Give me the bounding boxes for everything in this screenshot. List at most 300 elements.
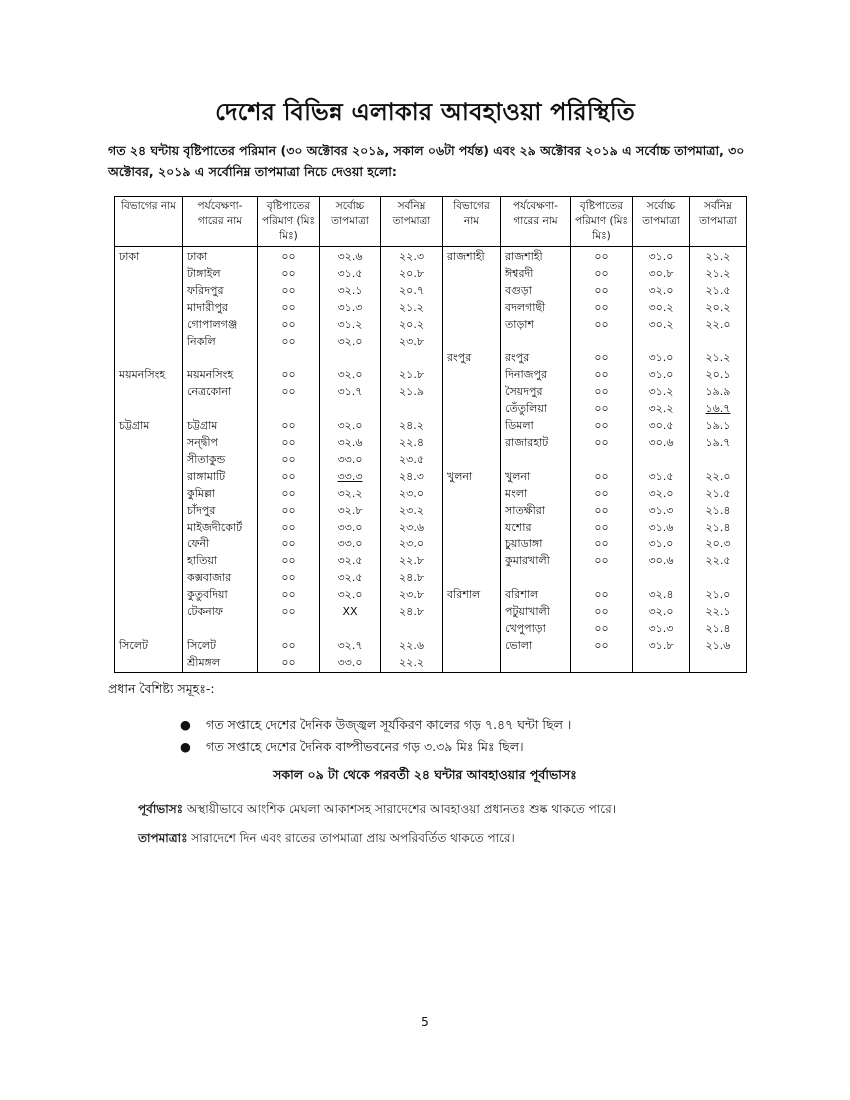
rainfall-cell: ০০ (571, 469, 633, 486)
min-temp-cell: ২০.২ (690, 300, 747, 317)
rainfall-cell (571, 452, 633, 469)
rainfall-cell: ০০ (258, 520, 320, 537)
station-cell: কক্সবাজার (183, 570, 258, 587)
division-cell (115, 283, 183, 300)
max-temp-cell: ৩২.৮ (320, 503, 381, 520)
rainfall-cell (258, 621, 320, 638)
min-temp-cell: ২১.২ (690, 247, 747, 266)
temperature-text: সারাদেশে দিন এবং রাতের তাপমাত্রা প্রায় অপরিবর্তিত থাকতে পারে। (191, 831, 515, 845)
max-temp-cell: ৩০.৬ (633, 553, 690, 570)
division-cell (443, 655, 501, 672)
max-temp-cell: ৩২.৬ (320, 435, 381, 452)
division-cell: রাজশাহী (443, 247, 501, 266)
division-cell: খুলনা (443, 469, 501, 486)
max-temp-cell: ৩১.২ (320, 317, 381, 334)
station-cell (183, 401, 258, 418)
rainfall-cell: ০০ (258, 435, 320, 452)
rainfall-cell: ০০ (571, 587, 633, 604)
min-temp-cell: ১৯.১ (690, 418, 747, 435)
station-cell: সন্দ্বীপ (183, 435, 258, 452)
station-cell: নিকলি (183, 334, 258, 351)
min-temp-cell: ২১.০ (690, 587, 747, 604)
table-row (115, 247, 747, 266)
min-temp-cell: ২১.২ (690, 266, 747, 283)
max-temp-cell (320, 621, 381, 638)
division-cell (443, 300, 501, 317)
list-item (180, 714, 571, 736)
min-temp-cell: ২০.২ (381, 317, 443, 334)
min-temp-cell: ২৪.৮ (381, 570, 443, 587)
rainfall-cell: ০০ (571, 520, 633, 537)
division-cell (115, 469, 183, 486)
rainfall-cell (571, 655, 633, 672)
max-temp-cell (633, 655, 690, 672)
station-cell: পটুয়াখালী (501, 604, 571, 621)
division-cell (115, 587, 183, 604)
rainfall-cell: ০০ (571, 503, 633, 520)
min-temp-cell: ২৪.৩ (381, 469, 443, 486)
max-temp-cell: ৩১.০ (633, 367, 690, 384)
station-cell: তাড়াশ (501, 317, 571, 334)
header-min-temp: সর্বনিম্ন তাপমাত্রা (690, 197, 747, 247)
min-temp-cell: ১৯.৯ (690, 384, 747, 401)
station-cell (183, 350, 258, 367)
min-temp-cell (690, 452, 747, 469)
max-temp-cell: ৩২.৫ (320, 570, 381, 587)
max-temp-cell: ৩১.৭ (320, 384, 381, 401)
station-cell: বরিশাল (501, 587, 571, 604)
division-cell (443, 486, 501, 503)
min-temp-cell: ২৩.২ (381, 503, 443, 520)
max-temp-cell (633, 334, 690, 351)
max-temp-cell: ৩২.০ (320, 418, 381, 435)
forecast-line (138, 801, 616, 821)
rainfall-cell: ০০ (571, 536, 633, 553)
station-cell: সীতাকুন্ড (183, 452, 258, 469)
list-item (180, 736, 571, 758)
rainfall-cell: ০০ (258, 587, 320, 604)
max-temp-cell: ৩২.৪ (633, 587, 690, 604)
min-temp-cell (381, 621, 443, 638)
header-rainfall: বৃষ্টিপাতের পরিমাণ (মিঃ মিঃ) (571, 197, 633, 247)
division-cell (115, 334, 183, 351)
header-station: পর্যবেক্ষণা-গারের নাম (501, 197, 571, 247)
division-cell (115, 604, 183, 621)
table-row (115, 520, 747, 537)
min-temp-cell (690, 655, 747, 672)
division-cell (115, 621, 183, 638)
division-cell (115, 486, 183, 503)
rainfall-cell: ০০ (571, 486, 633, 503)
station-cell: কুমারখালী (501, 553, 571, 570)
rainfall-cell: ০০ (258, 247, 320, 266)
station-cell (501, 655, 571, 672)
table-header-row (115, 197, 747, 247)
table-row (115, 300, 747, 317)
max-temp-cell: ৩০.৫ (633, 418, 690, 435)
division-cell (443, 384, 501, 401)
table-row (115, 655, 747, 672)
min-temp-cell (690, 570, 747, 587)
bullet-icon: ● (180, 717, 191, 732)
station-cell: কুমিল্লা (183, 486, 258, 503)
division-cell (115, 384, 183, 401)
rainfall-cell: ০০ (258, 655, 320, 672)
min-temp-cell: ২৩.৬ (381, 520, 443, 537)
min-temp-cell: ২১.৪ (690, 520, 747, 537)
table-row (115, 435, 747, 452)
max-temp-cell: ৩২.০ (320, 587, 381, 604)
min-temp-cell: ২১.৮ (381, 367, 443, 384)
division-cell (443, 570, 501, 587)
min-temp-cell: ১৯.৭ (690, 435, 747, 452)
table-row (115, 452, 747, 469)
rainfall-cell: ০০ (571, 367, 633, 384)
rainfall-cell: ০০ (571, 350, 633, 367)
min-temp-cell: ২২.৬ (381, 638, 443, 655)
division-cell (443, 621, 501, 638)
station-cell: সিলেট (183, 638, 258, 655)
rainfall-cell: ০০ (258, 418, 320, 435)
division-cell (115, 655, 183, 672)
station-cell (183, 621, 258, 638)
rainfall-cell (571, 334, 633, 351)
division-cell (443, 401, 501, 418)
table-row (115, 638, 747, 655)
division-cell (115, 266, 183, 283)
min-temp-cell: ২২.৫ (690, 553, 747, 570)
min-temp-cell: ২১.৪ (690, 621, 747, 638)
rainfall-cell: ০০ (258, 604, 320, 621)
max-temp-cell: ৩১.০ (633, 536, 690, 553)
table-row (115, 587, 747, 604)
min-temp-cell: ২৩.০ (381, 536, 443, 553)
division-cell: বরিশাল (443, 587, 501, 604)
station-cell (501, 334, 571, 351)
station-cell: ডিমলা (501, 418, 571, 435)
table-row (115, 384, 747, 401)
division-cell: চট্টগ্রাম (115, 418, 183, 435)
station-cell: হাতিয়া (183, 553, 258, 570)
table-row (115, 334, 747, 351)
header-max-temp: সর্বোচ্চ তাপমাত্রা (633, 197, 690, 247)
division-cell: সিলেট (115, 638, 183, 655)
division-cell (443, 452, 501, 469)
max-temp-cell: ৩১.৩ (633, 621, 690, 638)
division-cell (115, 520, 183, 537)
station-cell: তেঁতুলিয়া (501, 401, 571, 418)
max-temp-cell: ৩০.২ (633, 317, 690, 334)
min-temp-cell: ১৬.৭ (690, 401, 747, 418)
division-cell: রংপুর (443, 350, 501, 367)
rainfall-cell: ০০ (571, 621, 633, 638)
station-cell: মাদারীপুর (183, 300, 258, 317)
min-temp-cell: ২১.৪ (690, 503, 747, 520)
division-cell (443, 604, 501, 621)
rainfall-cell: ০০ (258, 334, 320, 351)
rainfall-cell: ০০ (258, 266, 320, 283)
max-temp-cell: ৩১.৫ (320, 266, 381, 283)
forecast-text: অস্থায়ীভাবে আংশিক মেঘলা আকাশসহ সারাদেশের আবহাওয়া প্রধানতঃ শুষ্ক থাকতে পারে। (186, 802, 616, 816)
rainfall-cell: ০০ (258, 503, 320, 520)
station-cell: বদলগাছী (501, 300, 571, 317)
rainfall-cell: ০০ (258, 317, 320, 334)
max-temp-cell: ৩১.৫ (633, 469, 690, 486)
max-temp-cell: ৩১.৬ (633, 520, 690, 537)
station-cell: রাঙ্গামাটি (183, 469, 258, 486)
max-temp-cell: ৩১.৩ (633, 503, 690, 520)
rainfall-cell: ০০ (571, 638, 633, 655)
min-temp-cell: ২১.২ (381, 300, 443, 317)
max-temp-cell: XX (320, 604, 381, 621)
max-temp-cell: ৩২.৭ (320, 638, 381, 655)
station-cell (501, 452, 571, 469)
division-cell (443, 435, 501, 452)
division-cell (443, 418, 501, 435)
max-temp-cell: ৩১.৩ (320, 300, 381, 317)
min-temp-cell: ২০.১ (690, 367, 747, 384)
forecast-heading: সকাল ০৯ টা থেকে পরবর্তী ২৪ ঘন্টার আবহাওয়ার পূর্বাভাসঃ (273, 767, 577, 782)
rainfall-cell: ০০ (571, 283, 633, 300)
weather-table (114, 196, 747, 673)
division-cell (443, 503, 501, 520)
min-temp-cell: ২৩.৫ (381, 452, 443, 469)
table-row (115, 418, 747, 435)
station-cell (501, 570, 571, 587)
station-cell: চুয়াডাঙ্গা (501, 536, 571, 553)
min-temp-cell: ২৩.০ (381, 486, 443, 503)
station-cell: যশোর (501, 520, 571, 537)
station-cell: খেপুপাড়া (501, 621, 571, 638)
max-temp-cell: ৩৩.৩ (320, 469, 381, 486)
rainfall-cell: ০০ (571, 247, 633, 266)
station-cell: শ্রীমঙ্গল (183, 655, 258, 672)
min-temp-cell: ২০.৩ (690, 536, 747, 553)
division-cell (115, 503, 183, 520)
table-row (115, 553, 747, 570)
division-cell (443, 317, 501, 334)
max-temp-cell: ৩২.০ (320, 334, 381, 351)
rainfall-cell: ০০ (571, 384, 633, 401)
min-temp-cell: ২৩.৮ (381, 587, 443, 604)
max-temp-cell: ৩২.৫ (320, 553, 381, 570)
station-cell: মাইজদীকোর্ট (183, 520, 258, 537)
division-cell (115, 317, 183, 334)
max-temp-cell: ৩২.৬ (320, 247, 381, 266)
max-temp-cell: ৩১.২ (633, 384, 690, 401)
max-temp-cell: ৩২.২ (320, 486, 381, 503)
rainfall-cell: ০০ (258, 300, 320, 317)
max-temp-cell: ৩০.৬ (633, 435, 690, 452)
station-cell: ফরিদপুর (183, 283, 258, 300)
station-cell: চট্টগ্রাম (183, 418, 258, 435)
page-title: দেশের বিভিন্ন এলাকার আবহাওয়া পরিস্থিতি (215, 98, 635, 126)
rainfall-cell: ০০ (258, 452, 320, 469)
rainfall-cell: ০০ (571, 266, 633, 283)
rainfall-cell: ০০ (571, 435, 633, 452)
rainfall-cell: ০০ (258, 283, 320, 300)
rainfall-cell: ০০ (258, 553, 320, 570)
feature-text: গত সপ্তাহে দেশের দৈনিক বাষ্পীভবনের গড় ৩.৩৯ মিঃ মিঃ ছিল। (206, 739, 524, 754)
min-temp-cell: ২২.২ (381, 655, 443, 672)
header-min-temp: সর্বনিম্ন তাপমাত্রা (381, 197, 443, 247)
station-cell: ঢাকা (183, 247, 258, 266)
max-temp-cell: ৩২.০ (633, 486, 690, 503)
rainfall-cell: ০০ (258, 570, 320, 587)
max-temp-cell (633, 570, 690, 587)
min-temp-cell: ২০.৮ (381, 266, 443, 283)
table-row (115, 350, 747, 367)
rainfall-cell: ০০ (571, 401, 633, 418)
division-cell (443, 638, 501, 655)
min-temp-cell: ২১.৬ (690, 638, 747, 655)
division-cell (115, 300, 183, 317)
table-row (115, 469, 747, 486)
station-cell: চাঁদপুর (183, 503, 258, 520)
min-temp-cell: ২২.১ (690, 604, 747, 621)
temperature-line (138, 830, 515, 850)
max-temp-cell: ৩১.০ (633, 247, 690, 266)
station-cell: মংলা (501, 486, 571, 503)
table-row (115, 367, 747, 384)
table-row (115, 604, 747, 621)
temperature-label: তাপমাত্রাঃ (138, 831, 188, 845)
table-row (115, 283, 747, 300)
station-cell: ঈশ্বরদী (501, 266, 571, 283)
max-temp-cell: ৩৩.০ (320, 536, 381, 553)
station-cell: টাঙ্গাইল (183, 266, 258, 283)
rainfall-cell: ০০ (258, 367, 320, 384)
header-division: বিভাগের নাম (115, 197, 183, 247)
min-temp-cell (381, 401, 443, 418)
header-max-temp: সর্বোচ্চ তাপমাত্রা (320, 197, 381, 247)
rainfall-cell: ০০ (258, 486, 320, 503)
max-temp-cell: ৩০.২ (633, 300, 690, 317)
table-row (115, 317, 747, 334)
max-temp-cell: ৩২.০ (633, 283, 690, 300)
rainfall-cell: ০০ (258, 536, 320, 553)
min-temp-cell: ২২.৪ (381, 435, 443, 452)
max-temp-cell: ৩০.৮ (633, 266, 690, 283)
min-temp-cell: ২৩.৮ (381, 334, 443, 351)
division-cell (443, 367, 501, 384)
min-temp-cell: ২১.৫ (690, 283, 747, 300)
min-temp-cell: ২২.০ (690, 469, 747, 486)
table-row (115, 486, 747, 503)
intro-paragraph: গত ২৪ ঘন্টায় বৃষ্টিপাতের পরিমান (৩০ অক্টোবর ২০১৯, সকাল ০৬টা পর্যন্ত) এবং ২৯ অক্টোবর ২০১৯ এ সর্বোচ্চ তাপমাত্রা, ৩০ অক্টোবর, ২০১৯ এ সর্বোনিম্ন তাপমাত্রা নিচে দেওয়া হলো: (108, 143, 745, 179)
max-temp-cell: ৩১.৮ (633, 638, 690, 655)
rainfall-cell: ০০ (258, 384, 320, 401)
division-cell (443, 553, 501, 570)
min-temp-cell: ২৪.২ (381, 418, 443, 435)
table-row (115, 266, 747, 283)
division-cell (115, 435, 183, 452)
rainfall-cell (571, 570, 633, 587)
rainfall-cell: ০০ (571, 418, 633, 435)
division-cell (443, 334, 501, 351)
max-temp-cell: ৩২.২ (633, 401, 690, 418)
station-cell: গোপালগঞ্জ (183, 317, 258, 334)
station-cell: খুলনা (501, 469, 571, 486)
table-row (115, 536, 747, 553)
min-temp-cell: ২১.৫ (690, 486, 747, 503)
min-temp-cell: ২২.৮ (381, 553, 443, 570)
division-cell: ময়মনসিংহ (115, 367, 183, 384)
max-temp-cell: ৩৩.০ (320, 452, 381, 469)
min-temp-cell: ২১.২ (690, 350, 747, 367)
header-rainfall: বৃষ্টিপাতের পরিমাণ (মিঃ মিঃ) (258, 197, 320, 247)
features-list (180, 714, 571, 758)
table-row (115, 401, 747, 418)
forecast-label: পূর্বাভাসঃ (138, 802, 184, 816)
rainfall-cell: ০০ (571, 300, 633, 317)
station-cell: ফেনী (183, 536, 258, 553)
rainfall-cell (258, 401, 320, 418)
header-station: পর্যবেক্ষণা-গারের নাম (183, 197, 258, 247)
division-cell (115, 452, 183, 469)
division-cell (115, 401, 183, 418)
division-cell (115, 536, 183, 553)
max-temp-cell (320, 401, 381, 418)
min-temp-cell (690, 334, 747, 351)
station-cell: নেত্রকোনা (183, 384, 258, 401)
station-cell: সাতক্ষীরা (501, 503, 571, 520)
min-temp-cell (381, 350, 443, 367)
station-cell: সৈয়দপুর (501, 384, 571, 401)
max-temp-cell (633, 452, 690, 469)
station-cell: বগুড়া (501, 283, 571, 300)
rainfall-cell: ০০ (258, 638, 320, 655)
min-temp-cell: ২৪.৮ (381, 604, 443, 621)
division-cell (115, 553, 183, 570)
station-cell: টেকনাফ (183, 604, 258, 621)
features-heading: প্রধান বৈশিষ্ট্য সমূহঃ-: (108, 681, 215, 696)
station-cell: ভোলা (501, 638, 571, 655)
min-temp-cell: ২২.৩ (381, 247, 443, 266)
division-cell: ঢাকা (115, 247, 183, 266)
station-cell: রাজারহাট (501, 435, 571, 452)
station-cell: রাজশাহী (501, 247, 571, 266)
page-number: 5 (421, 1015, 429, 1029)
station-cell: রংপুর (501, 350, 571, 367)
station-cell: দিনাজপুর (501, 367, 571, 384)
division-cell (443, 520, 501, 537)
feature-text: গত সপ্তাহে দেশের দৈনিক উজ্জ্বল সূর্যকিরণ কালের গড় ৭.৪৭ ঘন্টা ছিল । (206, 717, 572, 732)
table-row (115, 621, 747, 638)
rainfall-cell: ০০ (258, 469, 320, 486)
station-cell: ময়মনসিংহ (183, 367, 258, 384)
min-temp-cell: ২১.৯ (381, 384, 443, 401)
max-temp-cell: ৩৩.০ (320, 520, 381, 537)
station-cell: কুতুবদিয়া (183, 587, 258, 604)
min-temp-cell: ২০.৭ (381, 283, 443, 300)
min-temp-cell: ২২.০ (690, 317, 747, 334)
division-cell (443, 283, 501, 300)
max-temp-cell: ৩২.০ (320, 367, 381, 384)
table-row (115, 570, 747, 587)
division-cell (443, 536, 501, 553)
table-row (115, 503, 747, 520)
max-temp-cell: ৩২.১ (320, 283, 381, 300)
rainfall-cell (258, 350, 320, 367)
header-division: বিভাগের নাম (443, 197, 501, 247)
max-temp-cell (320, 350, 381, 367)
bullet-icon: ● (180, 739, 191, 754)
rainfall-cell: ০০ (571, 604, 633, 621)
max-temp-cell: ৩১.০ (633, 350, 690, 367)
division-cell (115, 350, 183, 367)
max-temp-cell: ৩২.০ (633, 604, 690, 621)
